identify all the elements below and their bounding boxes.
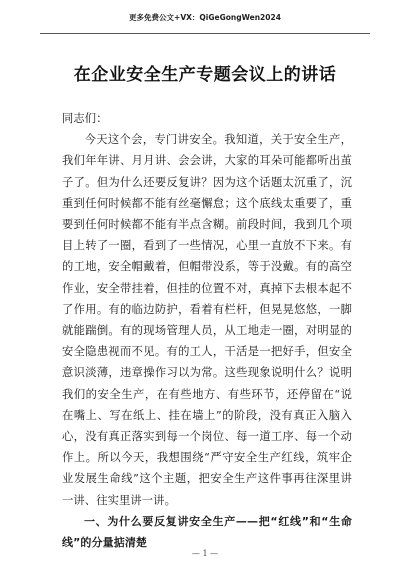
page-number: — 1 —	[191, 549, 219, 558]
header-promo-text: 更多免费公文+VX：QiGeGongWen2024	[129, 13, 281, 22]
section-heading: 一、为什么要反复讲安全生产——把“红线”和“生命线”的分量掂清楚	[62, 514, 352, 550]
salutation: 同志们：	[62, 112, 108, 125]
header-divider	[40, 33, 370, 34]
document-body	[62, 108, 352, 553]
page-header	[0, 0, 410, 38]
body-paragraph: 今天这个会，专门讲安全。我知道，关于安全生产，我们年年讲、月月讲、会会讲，大家的耳朵可能都听出茧子了。但为什么还要反复讲？因为这个话题太沉重了，沉重到任何时候都不能有丝毫懈怠；这个底线太重要了，重要到任何时候都不能有半点含糊。前段时间，我到几个项目上转了一圈，看到了一些情况，心里一直放不下来。有的工地，安全帽戴着，但帽带没系，等于没戴。有的高空作业，安全带挂着，但挂的位置不对，真掉下去根本起不了作用。有的临边防护，看着有栏杆，但晃晃悠悠，一脚就能踹倒。有的现场管理人员，从工地走一圈，对明显的安全隐患视而不见。有的工人，干活是一把好手，但安全意识淡薄，违章操作习以为常。这些现象说明什么？说明我们的安全生产，在有些地方、有些环节，还停留在“说在嘴上、写在纸上、挂在墙上”的阶段，没有真正入脑入心，没有真正落实到每一个岗位、每一道工序、每一个动作上。所以今天，我想围绕“严守安全生产红线，筑牢企业发展生命线”这个主题，把安全生产这件事再往深里讲一讲、往实里讲一讲。	[62, 133, 352, 507]
document-title: 在企业安全生产专题会议上的讲话	[73, 65, 337, 85]
